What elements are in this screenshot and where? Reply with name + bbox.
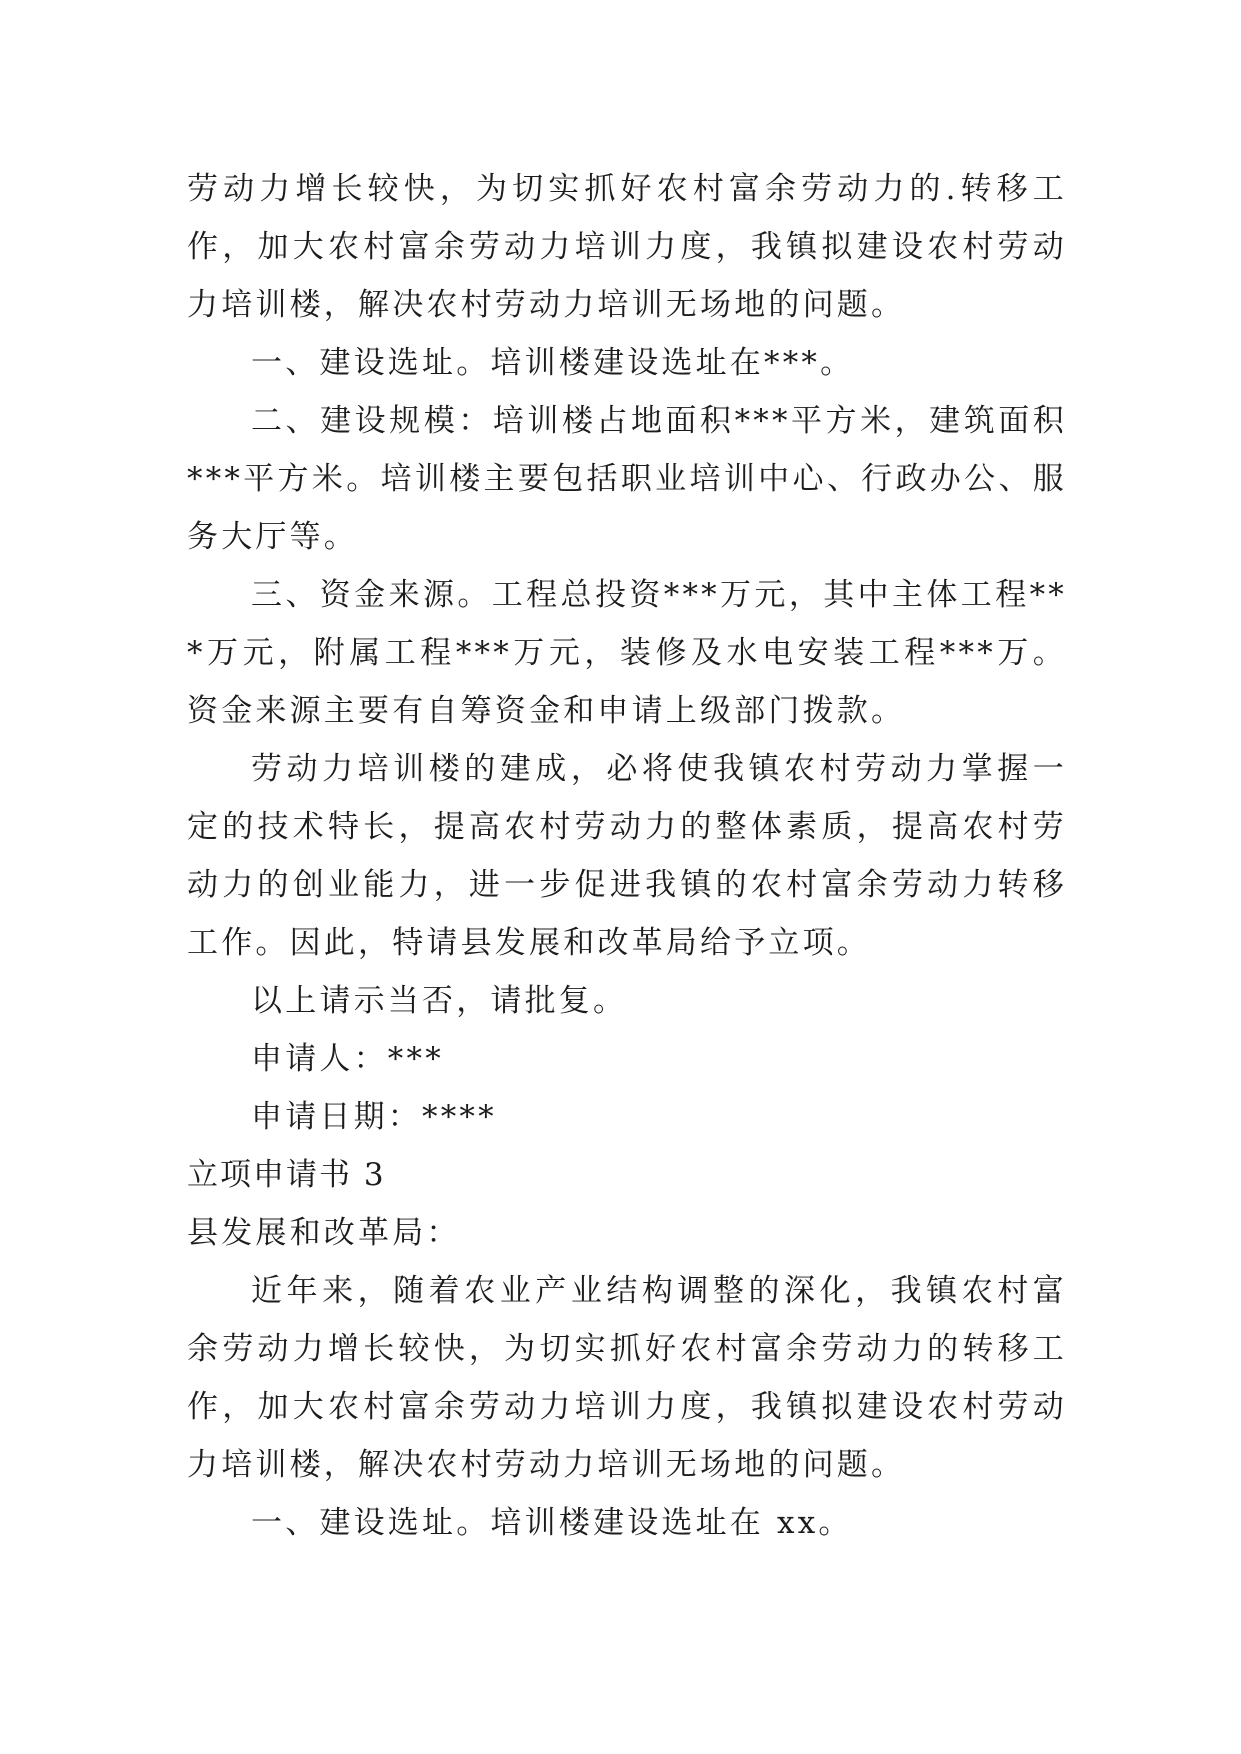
section-title: 立项申请书 3 <box>187 1157 386 1193</box>
document-body <box>187 160 1067 1552</box>
paragraph-construction-scale: 二、建设规模：培训楼占地面积***平方米，建筑面积***平方米。培训楼主要包括职业培训中心、行政办公、服务大厅等。 <box>187 403 1067 555</box>
application-date-line: 申请日期：**** <box>251 1099 497 1135</box>
applicant-line: 申请人：*** <box>251 1041 444 1077</box>
addressee-line: 县发展和改革局： <box>187 1215 461 1251</box>
paragraph-funding-source: 三、资金来源。工程总投资***万元，其中主体工程***万元，附属工程***万元，装修及水电安装工程***万。资金来源主要有自筹资金和申请上级部门拨款。 <box>187 577 1067 729</box>
paragraph-site-selection-2: 一、建设选址。培训楼建设选址在 xx。 <box>251 1505 853 1541</box>
paragraph-project-significance: 劳动力培训楼的建成，必将使我镇农村劳动力掌握一定的技术特长，提高农村劳动力的整体素质，提高农村劳动力的创业能力，进一步促进我镇的农村富余劳动力转移工作。因此，特请县发展和改革局给予立项。 <box>187 751 1067 961</box>
paragraph-intro: 近年来，随着农业产业结构调整的深化，我镇农村富余劳动力增长较快，为切实抓好农村富余劳动力的转移工作，加大农村富余劳动力培训力度，我镇拟建设农村劳动力培训楼，解决农村劳动力培训无场地的问题。 <box>187 1273 1067 1483</box>
paragraph-request-approval: 以上请示当否，请批复。 <box>251 983 628 1019</box>
paragraph-site-selection: 一、建设选址。培训楼建设选址在***。 <box>251 345 855 381</box>
paragraph-intro-continued: 劳动力增长较快，为切实抓好农村富余劳动力的.转移工作，加大农村富余劳动力培训力度，我镇拟建设农村劳动力培训楼，解决农村劳动力培训无场地的问题。 <box>187 171 1067 323</box>
